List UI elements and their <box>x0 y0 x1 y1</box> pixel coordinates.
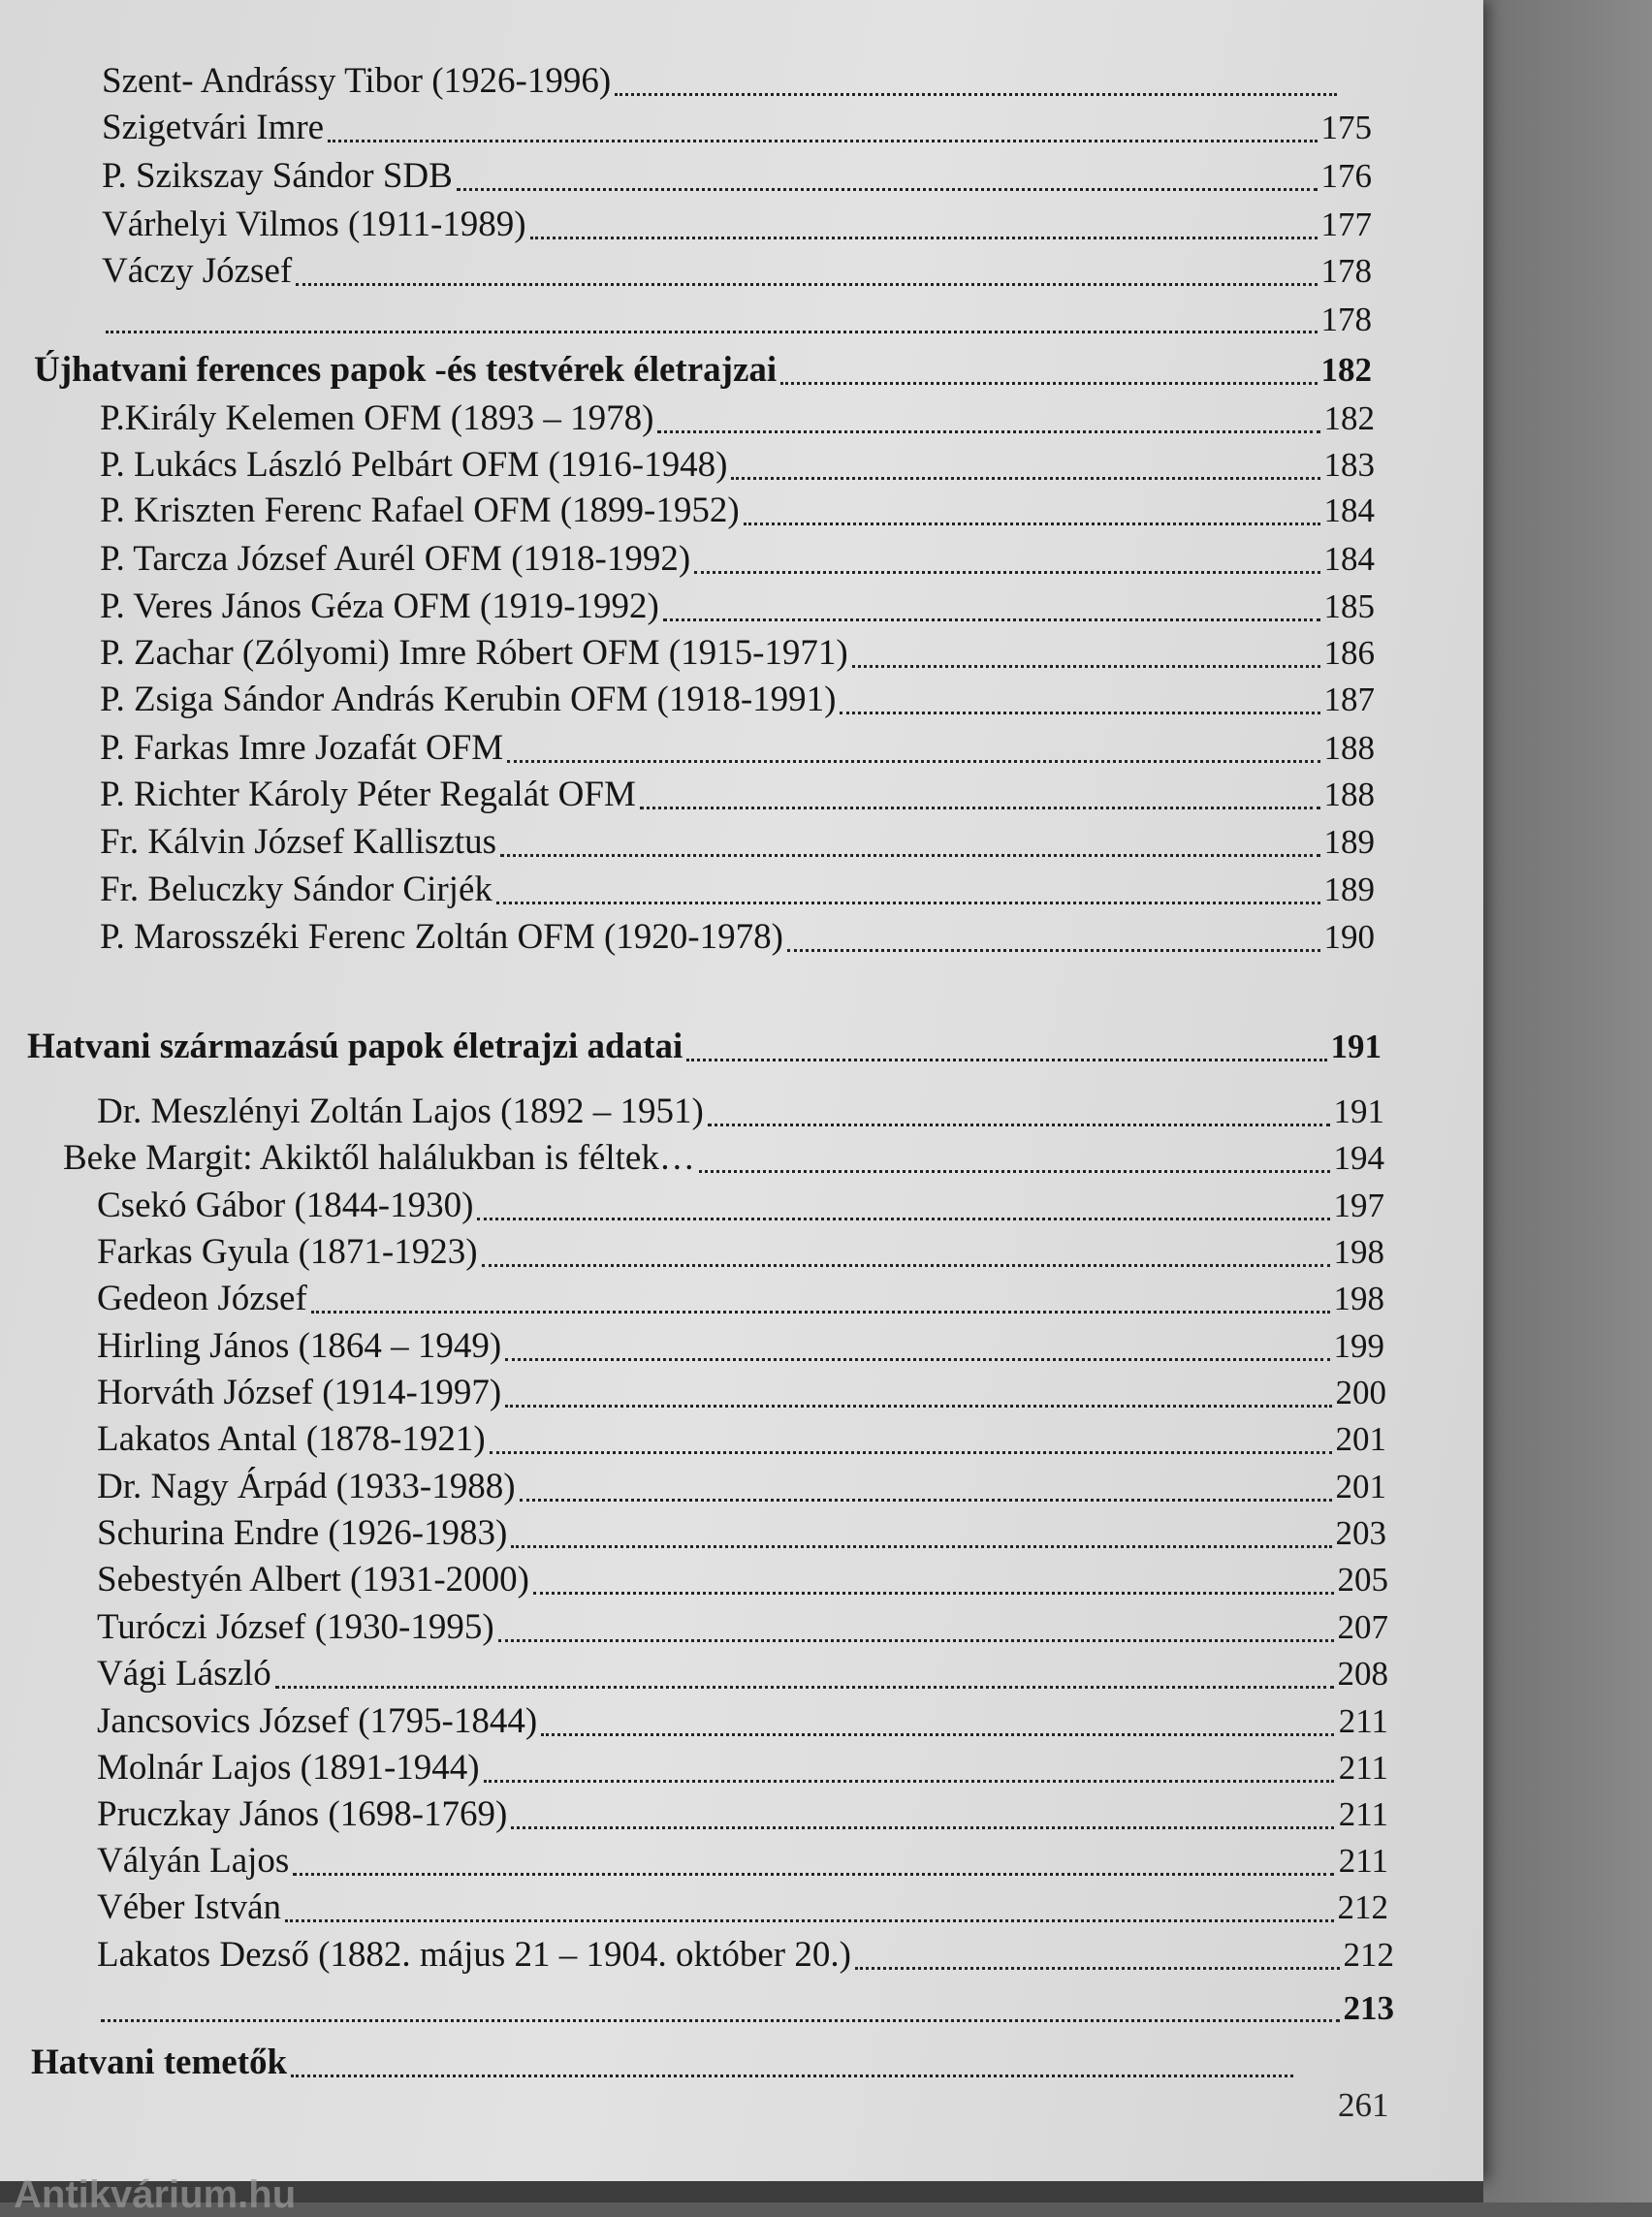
toc-entry-title: Váczy József <box>102 251 293 291</box>
toc-entry <box>97 1934 1394 1976</box>
toc-entry-title: Jancsovics József (1795-1844) <box>97 1701 538 1741</box>
toc-entry <box>97 1185 1384 1226</box>
toc-entry-title: Fr. Beluczky Sándor Cirjék <box>100 870 492 909</box>
dot-leader <box>328 132 1317 143</box>
toc-entry-title: Véber István <box>97 1887 282 1927</box>
toc-entry-page: 185 <box>1323 587 1375 625</box>
dot-leader <box>311 1303 1330 1314</box>
toc-entry-title: Dr. Meszlényi Zoltán Lajos (1892 – 1951) <box>97 1092 704 1131</box>
toc-entry-title: Pruczkay János (1698-1769) <box>97 1794 508 1834</box>
toc-entry <box>100 821 1375 863</box>
toc-entry-page: 212 <box>1337 1888 1388 1926</box>
toc-entry-title: Várhelyi Vilmos (1911-1989) <box>102 205 526 244</box>
toc-entry-page: 191 <box>1330 1028 1382 1065</box>
toc-entry <box>97 1793 1388 1835</box>
toc-entry-title: Hatvani temetők <box>31 2043 288 2082</box>
toc-entry-page: 194 <box>1333 1139 1384 1177</box>
toc-section-heading <box>31 2042 1348 2083</box>
toc-entry-title: Hatvani származású papok életrajzi adatai <box>27 1027 683 1066</box>
dot-leader <box>505 1397 1331 1408</box>
toc-entry-page: 213 <box>1343 1989 1394 2027</box>
toc-section-heading <box>27 1026 1382 1067</box>
toc-entry <box>97 1466 1386 1507</box>
dot-leader <box>530 229 1318 239</box>
watermark: Antikvárium.hu <box>14 2173 297 2216</box>
dot-leader <box>296 275 1317 286</box>
toc-entry-title: Újhatvani ferences papok -és testvérek életrajzai <box>34 350 778 390</box>
dot-leader <box>694 563 1319 574</box>
toc-entry <box>97 1231 1384 1273</box>
toc-entry-page: 211 <box>1338 1842 1388 1880</box>
toc-section-heading <box>34 349 1372 391</box>
dot-leader <box>744 515 1320 525</box>
dot-leader <box>780 374 1317 385</box>
toc-entry-page: 184 <box>1323 491 1375 529</box>
toc-entry-page: 198 <box>1333 1280 1384 1317</box>
dot-leader <box>496 894 1320 904</box>
toc-entry-title: Lakatos Dezső (1882. május 21 – 1904. október 20.) <box>97 1935 851 1975</box>
toc-entry <box>97 1418 1386 1460</box>
toc-entry <box>97 1840 1388 1882</box>
toc-entry-title: P. Zachar (Zólyomi) Imre Róbert OFM (1915-1971) <box>100 633 848 673</box>
toc-entry <box>102 301 1372 339</box>
toc-entry-page: 184 <box>1323 540 1375 578</box>
toc-entry <box>97 1091 1384 1132</box>
toc-entry-page: 178 <box>1320 252 1372 290</box>
toc-entry-title: P. Veres János Géza OFM (1919-1992) <box>100 586 659 626</box>
toc-entry-title: Farkas Gyula (1871-1923) <box>97 1232 478 1272</box>
toc-entry-page: 211 <box>1338 1749 1388 1787</box>
toc-entry <box>97 1325 1384 1367</box>
toc-entry-title: Fr. Kálvin József Kallisztus <box>100 822 497 862</box>
toc-entry-title: Beke Margit: Akiktől halálukban is féltek… <box>63 1138 695 1178</box>
dot-leader <box>840 704 1319 714</box>
toc-entry-title: P.Király Kelemen OFM (1893 – 1978) <box>100 398 654 438</box>
toc-entry <box>100 869 1375 910</box>
toc-entry-title: P. Zsiga Sándor András Kerubin OFM (1918-1991) <box>100 680 837 719</box>
dot-leader <box>511 1819 1334 1829</box>
dot-leader <box>275 1678 1334 1689</box>
toc-entry <box>100 397 1375 439</box>
dot-leader <box>657 423 1319 433</box>
toc-entry <box>63 1137 1384 1179</box>
toc-entry <box>97 1606 1388 1648</box>
toc-entry-page: 182 <box>1323 399 1375 437</box>
toc-section-heading <box>97 1989 1394 2028</box>
dot-leader <box>663 611 1320 621</box>
toc-entry <box>100 444 1375 486</box>
toc-entry-page: 201 <box>1335 1468 1386 1505</box>
toc-entry-page: 207 <box>1337 1608 1388 1646</box>
toc-entry-page: 197 <box>1333 1187 1384 1224</box>
toc-entry-page: 189 <box>1323 823 1375 861</box>
dot-leader <box>541 1726 1334 1736</box>
dot-leader <box>101 2011 1340 2022</box>
toc-entry-page: 188 <box>1323 729 1375 767</box>
toc-entry-title: Schurina Endre (1926-1983) <box>97 1513 508 1553</box>
dot-leader <box>285 1912 1333 1922</box>
dot-leader <box>708 1116 1330 1126</box>
toc-entry-page: 212 <box>1343 1936 1394 1974</box>
toc-entry-page: 189 <box>1323 871 1375 908</box>
toc-entry-page: 186 <box>1323 634 1375 672</box>
dot-leader <box>686 1051 1326 1061</box>
dot-leader <box>520 1491 1332 1502</box>
toc-entry-title: Hirling János (1864 – 1949) <box>97 1326 502 1366</box>
toc-entry-title: Vályán Lajos <box>97 1841 290 1881</box>
toc-entry <box>97 1653 1388 1694</box>
page-number: 261 <box>1338 2086 1389 2124</box>
toc-entry <box>97 1886 1388 1928</box>
toc-entry-page: 187 <box>1323 681 1375 718</box>
toc-entry <box>100 586 1375 627</box>
background-surface <box>1454 0 1652 2202</box>
dot-leader <box>484 1772 1334 1783</box>
toc-entry <box>100 916 1375 958</box>
toc-entry-title: Csekó Gábor (1844-1930) <box>97 1186 474 1225</box>
toc-entry-title: P. Farkas Imre Jozafát OFM <box>100 728 504 768</box>
toc-entry-title: Szent- Andrássy Tibor (1926-1996) <box>102 61 612 101</box>
toc-entry <box>102 155 1372 197</box>
toc-entry <box>102 250 1372 292</box>
dot-leader <box>490 1443 1332 1454</box>
toc-entry-title: Turóczi József (1930-1995) <box>97 1607 494 1647</box>
toc-entry <box>100 727 1375 769</box>
toc-entry-title: Molnár Lajos (1891-1944) <box>97 1748 480 1788</box>
toc-entry-page: 177 <box>1320 206 1372 243</box>
toc-entry <box>97 1278 1384 1319</box>
toc-entry-title: Dr. Nagy Árpád (1933-1988) <box>97 1467 516 1506</box>
toc-entry-title: P. Tarcza József Aurél OFM (1918-1992) <box>100 539 691 579</box>
dot-leader <box>507 752 1319 763</box>
toc-entry-page: 208 <box>1337 1655 1388 1693</box>
toc-entry-title: P. Szikszay Sándor SDB <box>102 156 453 196</box>
toc-entry-title: Vági László <box>97 1654 271 1694</box>
dot-leader <box>640 799 1320 809</box>
toc-entry-page: 175 <box>1320 109 1372 146</box>
dot-leader <box>855 1959 1340 1970</box>
toc-entry-title: P. Lukács László Pelbárt OFM (1916-1948) <box>100 445 728 485</box>
toc-entry-title: Sebestyén Albert (1931-2000) <box>97 1560 529 1599</box>
toc-entry-title: P. Kriszten Ferenc Rafael OFM (1899-1952) <box>100 491 740 530</box>
toc-entry <box>97 1372 1386 1413</box>
toc-entry <box>100 679 1375 720</box>
dot-leader <box>699 1162 1330 1173</box>
toc-entry-title: Horváth József (1914-1997) <box>97 1373 502 1412</box>
dot-leader <box>500 846 1319 857</box>
toc-entry <box>97 1747 1388 1789</box>
toc-entry <box>100 632 1375 674</box>
dot-leader <box>852 657 1320 668</box>
toc-entry-title: P. Marosszéki Ferenc Zoltán OFM (1920-1978) <box>100 917 783 957</box>
toc-entry-page: 211 <box>1338 1795 1388 1833</box>
dot-leader <box>291 2067 1293 2077</box>
toc-entry <box>97 1700 1388 1742</box>
dot-leader <box>511 1537 1331 1548</box>
toc-entry-page: 190 <box>1323 918 1375 956</box>
dot-leader <box>505 1350 1329 1361</box>
dot-leader <box>457 180 1318 191</box>
toc-entry <box>97 1559 1388 1600</box>
toc-entry-page: 183 <box>1323 446 1375 484</box>
toc-entry-page: 191 <box>1333 1093 1384 1130</box>
dot-leader <box>498 1631 1334 1642</box>
toc-entry <box>100 538 1375 580</box>
dot-leader <box>787 941 1320 952</box>
dot-leader <box>482 1256 1330 1267</box>
toc-entry-title: Lakatos Antal (1878-1921) <box>97 1419 486 1459</box>
toc-entry-page: 205 <box>1337 1561 1388 1599</box>
toc-entry <box>100 774 1375 815</box>
toc-entry <box>102 204 1372 245</box>
toc-entry-page: 199 <box>1333 1327 1384 1365</box>
toc-entry-page: 188 <box>1323 776 1375 813</box>
dot-leader <box>533 1584 1334 1595</box>
toc-entry-page: 203 <box>1335 1514 1386 1552</box>
toc-entry <box>97 1512 1386 1554</box>
toc-entry-page: 211 <box>1338 1702 1388 1740</box>
toc-entry <box>100 490 1375 531</box>
toc-entry-page: 178 <box>1320 301 1372 338</box>
dot-leader <box>731 469 1319 480</box>
toc-entry-page: 201 <box>1335 1420 1386 1458</box>
toc-entry-page: 176 <box>1320 157 1372 195</box>
dot-leader <box>477 1210 1329 1220</box>
toc-entry-page: 200 <box>1335 1374 1386 1411</box>
toc-entry <box>102 60 1391 102</box>
toc-entry-page: 198 <box>1333 1233 1384 1271</box>
toc-entry-title: P. Richter Károly Péter Regalát OFM <box>100 775 636 814</box>
toc-entry-title: Gedeon József <box>97 1279 307 1318</box>
toc-entry <box>102 107 1372 148</box>
dot-leader <box>615 85 1337 96</box>
toc-entry-page: 182 <box>1320 351 1372 389</box>
dot-leader <box>293 1865 1334 1876</box>
dot-leader <box>106 323 1318 333</box>
toc-entry-title: Szigetvári Imre <box>102 108 325 147</box>
